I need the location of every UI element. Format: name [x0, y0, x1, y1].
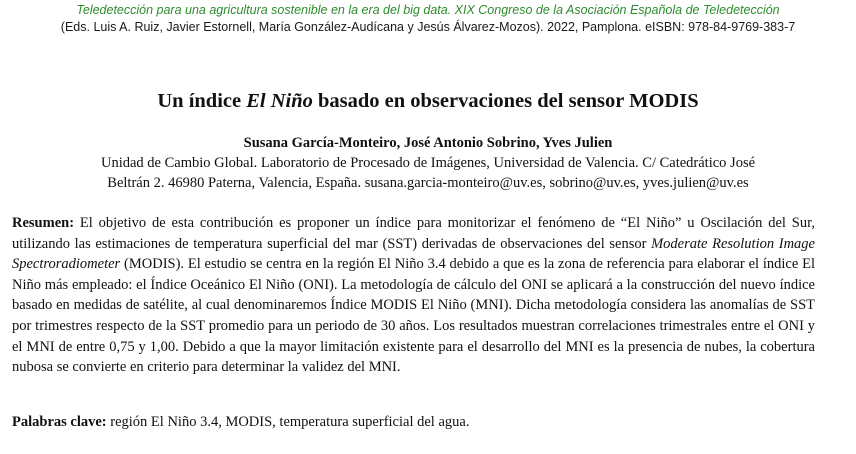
authors: Susana García-Monteiro, José Antonio Sobrino, Yves Julien [243, 135, 613, 151]
paper-title-italic: El Niño [246, 90, 313, 112]
abstract-text-part1: El objetivo de esta contribución es proponer un índice para monitorizar el fenómeno de “El Niño” u Oscilación del Sur, utilizando las estimaciones de temperatura superficial del mar (SST) derivadas de observaciones del sensor [12, 215, 815, 252]
abstract [12, 213, 815, 378]
affiliation-line2: Beltrán 2. 46980 Paterna, Valencia, España. susana.garcia-monteiro@uv.es, sobrino@uv.es, yves.julien@uv.es [107, 175, 749, 191]
conference-title: Teledetección para una agricultura sostenible en la era del big data. XIX Congreso de la Asociación Española de Teledetección [76, 3, 780, 17]
conference-editors: (Eds. Luis A. Ruiz, Javier Estornell, María González-Audícana y Jesús Álvarez-Mozos). 2022, Pamplona. eISBN: 978-84-9769-383-7 [60, 20, 796, 34]
affiliation [30, 153, 826, 193]
paper-title [0, 88, 856, 114]
abstract-label: Resumen: [12, 215, 75, 231]
abstract-italic-sensor-name: Moderate Resolution Image Spectroradiometer [12, 235, 815, 273]
paper-title-part1: Un índice [157, 90, 247, 112]
conference-header [0, 2, 856, 36]
keywords-label: Palabras clave: [12, 414, 107, 430]
keywords-text: región El Niño 3.4, MODIS, temperatura superficial del agua. [106, 414, 470, 430]
paper-title-part2: basado en observaciones del sensor MODIS [312, 90, 699, 112]
affiliation-line1: Unidad de Cambio Global. Laboratorio de Procesado de Imágenes, Universidad de Valencia. C/ Catedrático José [100, 155, 756, 171]
abstract-text-part2: (MODIS). El estudio se centra en la región El Niño 3.4 debido a que es la zona de referencia para elaborar el índice El Niño más empleado: el Índice Oceánico El Niño (ONI). La metodología de cálculo del ONI se aplicará a la construcción del nuevo índice basado en medidas de satélite, al cual denominaremos Índice MODIS El Niño (MNI). Dicha metodología considera las anomalías de SST por trimestres respecto de la SST promedio para un periodo de 30 años. Los resultados muestran correlaciones trimestrales entre el ONI y el MNI de entre 0,75 y 1,00. Debido a que la mayor limitación existente para el desarrollo del MNI es la presencia de nubes, la cobertura nubosa se convierte en criterio para determinar la validez del MNI. [12, 256, 815, 376]
keywords [12, 412, 815, 432]
